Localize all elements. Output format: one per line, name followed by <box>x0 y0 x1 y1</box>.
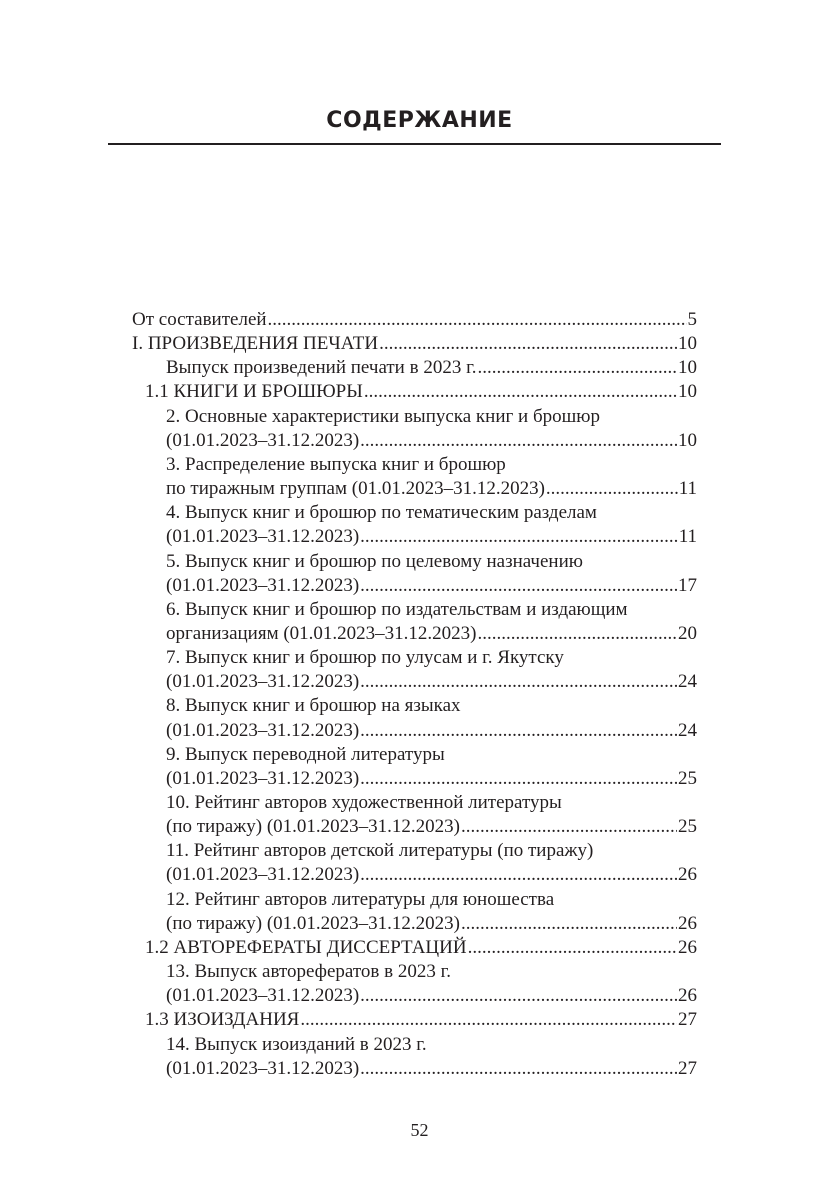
toc-page-number: 26 <box>678 937 697 958</box>
toc-line <box>166 574 697 598</box>
toc-line <box>166 501 697 525</box>
toc-entry-title: 9. Выпуск переводной литературы <box>166 744 445 765</box>
page-title: СОДЕРЖАНИЕ <box>326 108 513 133</box>
dot-leader <box>360 719 677 743</box>
toc-entry-title: 8. Выпуск книг и брошюр на языках <box>166 695 461 716</box>
toc-page-number: 26 <box>678 864 697 885</box>
toc-page-number: 26 <box>678 913 697 934</box>
toc-line <box>166 525 697 549</box>
toc-line <box>166 550 697 574</box>
toc-entry-title: по тиражным группам (01.01.2023–31.12.2023) <box>166 478 545 499</box>
toc-page-number: 27 <box>678 1009 697 1030</box>
toc-page-number: 10 <box>678 357 697 378</box>
toc-line <box>166 429 697 453</box>
toc-line <box>145 1008 697 1032</box>
toc-line <box>145 936 697 960</box>
dot-leader <box>477 356 677 380</box>
toc-entry-title: (01.01.2023–31.12.2023) <box>166 671 360 692</box>
dot-leader <box>360 863 677 887</box>
dot-leader <box>360 670 677 694</box>
toc-entry-title: От составителей <box>132 309 267 330</box>
toc-entry-title: 2. Основные характеристики выпуска книг и брошюр <box>166 406 600 427</box>
toc-entry-title: 4. Выпуск книг и брошюр по тематическим разделам <box>166 502 597 523</box>
dot-leader <box>461 815 677 839</box>
toc-line <box>166 405 697 429</box>
toc-line <box>166 815 697 839</box>
toc-entry-title: 1.2 АВТОРЕФЕРАТЫ ДИССЕРТАЦИЙ <box>145 937 467 958</box>
toc-line <box>166 646 697 670</box>
toc-line <box>166 670 697 694</box>
toc-entry-title: (01.01.2023–31.12.2023) <box>166 864 360 885</box>
dot-leader <box>360 767 677 791</box>
dot-leader <box>268 308 687 332</box>
toc-line <box>166 888 697 912</box>
toc-line <box>166 453 697 477</box>
toc-entry-title: 1.3 ИЗОИЗДАНИЯ <box>145 1009 300 1030</box>
toc-entry-title: 1.1 КНИГИ И БРОШЮРЫ <box>145 381 363 402</box>
toc-line <box>166 743 697 767</box>
toc-page-number: 24 <box>678 671 697 692</box>
dot-leader <box>478 622 677 646</box>
dot-leader <box>468 936 677 960</box>
toc-line <box>166 767 697 791</box>
toc-page-number: 25 <box>678 768 697 789</box>
toc-entry-title: (01.01.2023–31.12.2023) <box>166 768 360 789</box>
toc-entry-title: 3. Распределение выпуска книг и брошюр <box>166 454 506 475</box>
toc-line <box>166 791 697 815</box>
toc-page-number: 10 <box>678 430 697 451</box>
toc-line <box>166 1057 697 1081</box>
dot-leader <box>360 984 677 1008</box>
toc-entry-title: 7. Выпуск книг и брошюр по улусам и г. Якутску <box>166 647 564 668</box>
toc-entry-title: (01.01.2023–31.12.2023) <box>166 720 360 741</box>
toc-line <box>166 960 697 984</box>
toc-entry-title: (01.01.2023–31.12.2023) <box>166 575 360 596</box>
toc-line <box>166 719 697 743</box>
toc-entry-title: 10. Рейтинг авторов художественной литературы <box>166 792 562 813</box>
toc-line <box>132 308 697 332</box>
toc-line <box>166 839 697 863</box>
toc-line <box>166 622 697 646</box>
toc-line <box>145 380 697 404</box>
toc-entry-title: 13. Выпуск авторефератов в 2023 г. <box>166 961 451 982</box>
page-number: 52 <box>410 1120 429 1140</box>
dot-leader <box>360 429 677 453</box>
toc-line <box>132 332 697 356</box>
toc-line <box>166 598 697 622</box>
toc-entry-title: Выпуск произведений печати в 2023 г. <box>166 357 477 378</box>
toc-page-number: 11 <box>678 526 697 547</box>
toc-line <box>166 863 697 887</box>
toc-entry-title: (01.01.2023–31.12.2023) <box>166 430 360 451</box>
toc-entry-title: 5. Выпуск книг и брошюр по целевому назначению <box>166 551 583 572</box>
toc-entry-title: (01.01.2023–31.12.2023) <box>166 1058 360 1079</box>
toc-entry-title: I. ПРОИЗВЕДЕНИЯ ПЕЧАТИ <box>132 333 379 354</box>
toc-page-number: 10 <box>678 333 697 354</box>
toc-page-number: 20 <box>678 623 697 644</box>
dot-leader <box>546 477 678 501</box>
toc-line <box>166 1033 697 1057</box>
toc-entry-title: (по тиражу) (01.01.2023–31.12.2023) <box>166 816 461 837</box>
toc-page-number: 25 <box>678 816 697 837</box>
toc-line <box>166 356 697 380</box>
toc-entry-title: 14. Выпуск изоизданий в 2023 г. <box>166 1034 427 1055</box>
toc-page-number: 26 <box>678 985 697 1006</box>
dot-leader <box>360 574 677 598</box>
toc-page-number: 11 <box>678 478 697 499</box>
toc-line <box>166 477 697 501</box>
toc-entry-title: 11. Рейтинг авторов детской литературы (по тиражу) <box>166 840 594 861</box>
toc-entry-title: (по тиражу) (01.01.2023–31.12.2023) <box>166 913 461 934</box>
toc-line <box>166 912 697 936</box>
toc-entry-title: организациям (01.01.2023–31.12.2023) <box>166 623 477 644</box>
toc-page-number: 10 <box>678 381 697 402</box>
dot-leader <box>360 525 678 549</box>
toc-entry-title: (01.01.2023–31.12.2023) <box>166 526 360 547</box>
toc-line <box>166 984 697 1008</box>
toc-page-number: 17 <box>678 575 697 596</box>
dot-leader <box>364 380 677 404</box>
title-divider <box>108 143 721 145</box>
dot-leader <box>360 1057 677 1081</box>
toc-page-number: 5 <box>687 309 697 330</box>
toc-page-number: 24 <box>678 720 697 741</box>
dot-leader <box>300 1008 677 1032</box>
dot-leader <box>461 912 677 936</box>
toc-line <box>166 694 697 718</box>
dot-leader <box>379 332 677 356</box>
toc-entry-title: (01.01.2023–31.12.2023) <box>166 985 360 1006</box>
toc-entry-title: 12. Рейтинг авторов литературы для юношества <box>166 889 555 910</box>
toc-entry-title: 6. Выпуск книг и брошюр по издательствам и издающим <box>166 599 628 620</box>
toc-page-number: 27 <box>678 1058 697 1079</box>
